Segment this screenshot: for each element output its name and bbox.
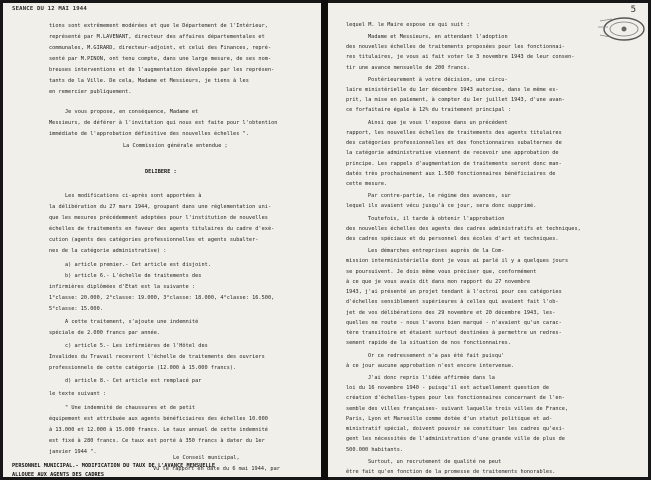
text-line: 500.000 habitants. [346,446,404,453]
text-line: A cette traitement, s'ajoute une indemnité [65,319,199,325]
text-line: principe. Les rappels d'augmentation de traitements seront donc man- [346,160,562,167]
text-line: le texte suivant : [49,391,107,397]
text-line: professionnels de cette catégorie (12.000 à 15.000 francs). [49,365,237,371]
text-line: Ainsi que je vous l'expose dans un précédent [368,119,508,126]
text-line: cution (agents des catégories professionnelles et agents subalter- [49,237,259,243]
text-line: 5°classe: 15.000. [49,306,103,312]
text-line: nes de la catégorie administrative) : [49,248,167,254]
text-line: " Une indemnité de chaussures et de petit [65,405,196,411]
text-line: 1943, j'ai présenté un projet tendant à l'octroi pour ces catégories [346,289,562,296]
text-line: tir une avance mensuelle de 200 francs. [346,64,470,71]
text-line: c) article 5.- Les infirmières de l'Hôtel des [65,343,208,349]
text-line: d) article 8.- Cet article est remplacé par [65,378,202,384]
text-line: mission interministérielle dont je vous ai parlé il y a quelques jours [346,258,569,265]
text-line: à ce jour aucune approbation n'est encore intervenue. [346,362,515,369]
text-line: Je vous propose, en conséquence, Madame et [65,109,199,115]
text-line: représenté par M.LAVENANT, directeur des affaires départementales et [49,34,265,40]
text-line: breuses interventions et de l'augmentation développée par les représen- [49,67,275,73]
text-line: gent les nécessités de l'administration d'une grande ville de plus de [346,436,565,443]
text-line: à 13.000 et 12.000 à 15.000 francs. Le taux annuel de cette indemnité [49,427,268,433]
text-line: échelles de traitements en faveur des agents titulaires du cadre d'exé- [49,226,275,232]
left-page [3,3,321,477]
text-line: des catégories professionnelles et des fonctionnaires subalternes de [346,140,562,146]
text-line: Or ce redressement n'a pas été fait puisqu' [368,352,505,359]
text-line: que les mesures précédemment adoptées pour l'institution de nouvelles [49,215,268,221]
text-line: Toutefois, il tarde à obtenir l'approbation [368,215,505,222]
text-line: communales, M.GIRARD, directeur-adjoint, et celui des Finances, repré- [49,45,272,51]
book-gutter [321,0,328,480]
text-line: DELIBERE : [145,169,177,175]
text-line: des cadres spéciaux et du personnel des écoles d'art et techniques. [346,236,559,242]
right-page [328,3,648,477]
text-line: lequel M. le Maire expose ce qui suit : [346,21,470,28]
text-line: tions sont extrêmement modérées et que le Département de l'Intérieur, [49,23,268,29]
text-line: ministratif spécial, doivent pouvoir se constituer les cadres qu'exi- [346,426,565,433]
text-line: la délibération du 27 mars 1944, groupant dans une réglementation uni- [49,204,272,210]
text-line: cette mesure. [346,181,388,187]
text-line: sement rapide de la situation de nos fonctionnaires. [346,340,512,347]
text-line: rapport, les nouvelles échelles de traitements des agents titulaires [346,129,562,136]
left-page-text [3,3,321,477]
text-line: La Commission générale entendue ; [123,143,228,149]
text-line: jet de vos délibérations des 29 novembre et 20 décembre 1943, les- [346,309,556,316]
text-line: d'échelles sensiblement supérieures à celles qui avaient fait l'ob- [346,299,559,306]
text-line: Le Conseil municipal, [173,455,240,461]
text-line: datés très prochainement aux 1.500 fonctionnaires bénéficiaires de [346,170,556,177]
text-line: 1°classe: 20.000, 2°classe: 19.000, 3°classe: 18.000, 4°classe: 16.500, [49,295,275,301]
text-line: Madame et Messieurs, en attendant l'adoption [368,33,508,40]
text-line: spéciale de 2.000 francs par année. [49,330,161,336]
text-line: Par contre-partie, le régime des avances, sur [368,193,511,200]
text-line: b) article 6.- L'échelle de traitements des [65,273,202,279]
text-line: tère transitoire et étaient surtout destinées à permettre un redres- [346,330,562,337]
text-line: Les modifications ci-après sont apportées à [65,193,202,199]
text-line: Les démarches entreprises auprès de la Com- [368,248,505,255]
text-line: être fait qu'en fonction de la promesse de traitements honorables. [346,469,556,475]
text-line: des nouvelles échelles de traitements proposées pour les fonctionnai- [346,44,565,50]
text-line: res titulaires, je vous ai fait voter le 3 novembre 1943 de leur consen- [346,54,575,61]
text-line: J'ai donc repris l'idée affirmée dans la [368,374,495,381]
text-line: PERSONNEL MUNICIPAL.- MODIFICATION DU TAUX DE L'AVANCE MENSUELLE [12,463,216,469]
text-line: semble des villes françaises- suivant laquelle trois villes de France, [346,405,569,412]
text-line: infirmières diplômées d'Etat est la suivante : [49,284,195,290]
text-line: laire ministérielle du 1er décembre 1943 autorise, dans le même es- [346,86,559,93]
text-line: Invalides du Travail recevront l'échelle de traitements des ouvriers [49,354,265,360]
right-page-text [328,3,648,477]
text-line: ce forfaitaire égale à 12% du traitement principal : [346,107,512,114]
text-line: Postérieurement à votre décision, une circu- [368,76,508,83]
text-line: des nouvelles échelles des agents des cadres administratifs et techniques, [346,225,581,232]
text-line: Vu le rapport en date du 6 mai 1944, par [153,466,280,472]
text-line: tants de la Ville. De cela, Madame et Messieurs, je tiens à les [49,78,249,84]
text-line: création d'échelles-types pour les fonctionnaires concernant de l'en- [346,395,565,402]
text-line: immédiate de l'approbation définitive des nouvelles échelles ". [49,131,249,137]
text-line: janvier 1944 ". [49,449,97,455]
text-line: senté par M.PINON, ont tenu compte, dans une large mesure, de ses nom- [49,56,272,62]
text-line: la catégorie administrative viennent de recevoir une approbation de [346,150,559,157]
text-line: lequel ils avaient vécu jusqu'à ce jour, sera donc supprimé. [346,203,537,210]
text-line: prit, la mise en paiement, à compter du 1er juillet 1943, d'une avan- [346,97,565,104]
text-line: à ce que je vous avais dit dans mon rapport du 27 novembre [346,278,531,285]
text-line: a) article premier.- Cet article est disjoint. [65,262,211,268]
text-line: est fixé à 280 francs. Ce taux est porté à 350 francs à dater du 1er [49,438,265,444]
text-line: Messieurs, de déférer à l'invitation qui nous est faite pour l'obtention [49,120,278,126]
text-line: loi du 16 novembre 1940 - puisqu'il est actuellement question de [346,385,550,392]
text-line: ALLOUEE AUX AGENTS DES CADRES [12,472,105,477]
text-line: quelles ne route - nous l'avons bien marqué - n'avaient qu'un carac- [346,319,562,326]
text-line: se poursuivent. Je dois même vous préciser que, conformément [346,268,537,275]
text-line: Surtout, un recrutement de qualité ne peut [368,458,502,465]
text-line: Paris, Lyon et Marseille comme dotée d'un statut politique et ad- [346,415,553,422]
page-header: SEANCE DU 12 MAI 1944 [12,6,87,12]
page-number: 5 [630,5,636,15]
text-line: en remercier publiquement. [49,89,132,95]
text-line: équipement est attribuée aux agents bénéficiaires des échelles 10.000 [49,416,268,422]
